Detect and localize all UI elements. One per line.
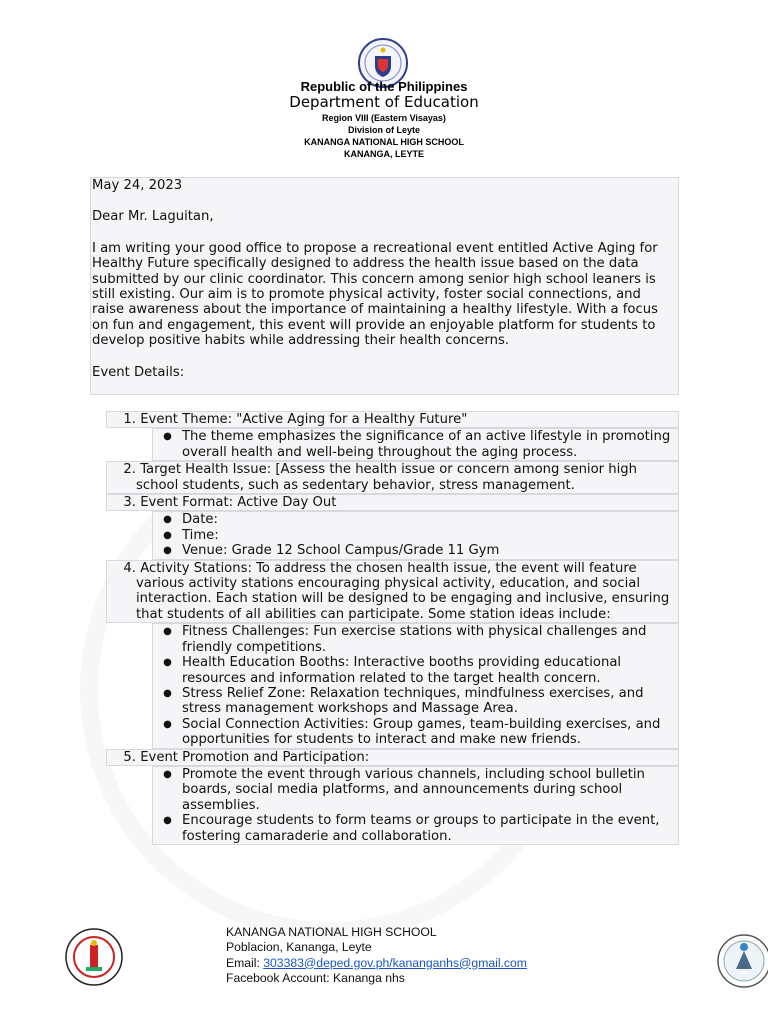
bullet-text: Stress Relief Zone: Relaxation techniques, mindfulness exercises, and stress management workshops and Massage Area.: [182, 685, 644, 717]
bullet-icon: ●: [163, 431, 172, 443]
letter-date: May 24, 2023: [92, 178, 183, 193]
bullet-text: Social Connection Activities: Group games, team-building exercises, and opportunities for students to interact and make new friends.: [182, 716, 661, 748]
event-item-bullets: [152, 428, 679, 461]
header-town: KANANGA, LEYTE: [343, 149, 424, 159]
event-item-text: Activity Stations: To address the chosen health issue, the event will feature various activity stations encouraging physical activity, education, and social interaction. Each station will be designed to be engaging and inclusive, ensuring that students of all abilities can participate. Some station ideas include:: [136, 560, 670, 622]
footer-email-line: [226, 956, 527, 971]
event-item: [106, 461, 679, 494]
footer-address: Poblacion, Kananga, Leyte: [226, 940, 372, 955]
bullet-item: [153, 543, 678, 558]
bullet-text: Venue: Grade 12 School Campus/Grade 11 Gym: [182, 543, 500, 559]
bullet-text: Promote the event through various channels, including school bulletin boards, social media platforms, and announcements during school assemblies.: [182, 766, 645, 813]
school-seal-logo: [60, 927, 128, 987]
bullet-icon: ●: [163, 815, 172, 827]
bullet-icon: ●: [163, 545, 172, 557]
event-details-list: [106, 411, 679, 845]
event-item-text: Event Theme: "Active Aging for a Healthy Future": [136, 412, 468, 427]
event-item-number: 4.: [123, 560, 136, 576]
event-item: [106, 494, 679, 511]
bullet-item: [153, 429, 678, 460]
event-item-text: Event Promotion and Participation:: [136, 749, 370, 765]
header-department: Department of Education: [289, 93, 479, 111]
event-item-number: 2.: [123, 462, 136, 478]
bullet-icon: ●: [163, 529, 172, 541]
bullet-item: [153, 767, 678, 813]
event-item-bullets: [152, 623, 679, 748]
bullet-text: Fitness Challenges: Fun exercise stations with physical challenges and friendly competitions.: [182, 624, 647, 655]
header-school: KANANGA NATIONAL HIGH SCHOOL: [304, 137, 464, 147]
bullet-item: [153, 717, 678, 748]
bullet-item: [153, 528, 678, 543]
footer-school: KANANGA NATIONAL HIGH SCHOOL: [226, 925, 437, 939]
header-division: Division of Leyte: [347, 125, 420, 135]
event-item-bullets: [152, 511, 679, 559]
event-item-number: 1.: [123, 412, 136, 427]
event-item-text: Event Format: Active Day Out: [136, 495, 337, 511]
bullet-icon: ●: [163, 626, 172, 638]
letter-body: [90, 177, 679, 395]
footer-facebook: Facebook Account: Kananga nhs: [226, 970, 405, 985]
letter-salutation: Dear Mr. Laguitan,: [92, 209, 214, 225]
event-item-bullets: [152, 766, 679, 845]
event-item: [106, 411, 679, 428]
bullet-icon: ●: [163, 514, 172, 526]
bullet-item: [153, 813, 678, 844]
bullet-item: [153, 624, 678, 655]
letter-paragraph: I am writing your good office to propose a recreational event entitled Active Aging for Healthy Future specifically designed to address the health issue based on the data submitted by our clinic coordinator. This concern among senior high school leaners is still existing. Our aim is to promote physical activity, foster social connections, and raise awareness about the importance of maintaining a healthy lifestyle. With a focus on fun and engagement, this event will provide an enjoyable platform for students to develop positive habits while addressing their health concerns.: [92, 240, 658, 349]
bullet-text: Health Education Booths: Interactive booths providing educational resources and information related to the target health concern.: [182, 655, 622, 686]
bullet-item: [153, 686, 678, 717]
bullet-text: The theme emphasizes the significance of an active lifestyle in promoting overall health and well-being throughout the aging process.: [182, 429, 671, 460]
bullet-icon: ●: [163, 768, 172, 780]
footer-email-link[interactable]: 303383@deped.gov.ph/kananganhs@gmail.com: [263, 955, 527, 970]
event-item-number: 5.: [123, 749, 136, 765]
event-item: [106, 749, 679, 766]
header-republic: Republic of the Philippines: [300, 79, 468, 94]
header-region: Region VIII (Eastern Visayas): [322, 113, 446, 123]
event-item: [106, 560, 679, 624]
bullet-item: [153, 655, 678, 686]
bullet-text: Encourage students to form teams or groups to participate in the event, fostering camaraderie and collaboration.: [182, 813, 660, 844]
event-item-number: 3.: [123, 495, 136, 511]
bullet-icon: ●: [163, 657, 172, 669]
right-logo: [716, 933, 768, 989]
footer-email-label: Email:: [226, 955, 264, 970]
bullet-item: [153, 512, 678, 527]
bullet-icon: ●: [163, 687, 172, 699]
event-details-heading: Event Details:: [92, 364, 185, 380]
bullet-text: Time:: [182, 527, 219, 543]
footer-contact: [226, 925, 527, 986]
event-item-text: Target Health Issue: [Assess the health issue or concern among senior high school students, such as sedentary behavior, stress management.: [136, 462, 638, 493]
bullet-icon: ●: [163, 718, 172, 730]
bullet-text: Date:: [182, 512, 218, 528]
